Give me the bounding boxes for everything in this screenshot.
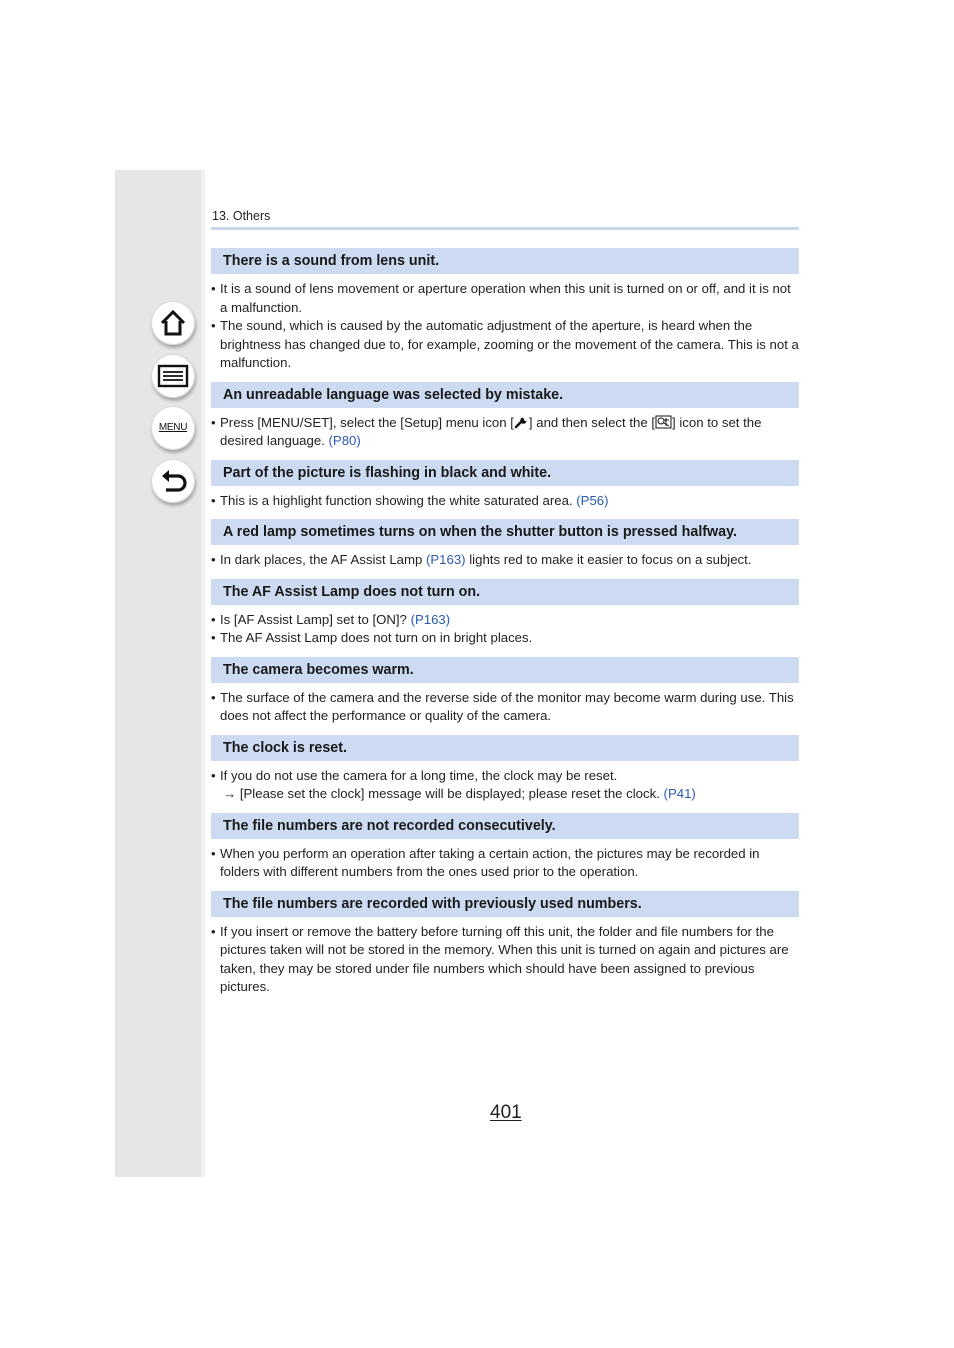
section-title: The file numbers are not recorded consecutively.: [211, 813, 799, 839]
list-item: • If you do not use the camera for a long time, the clock may be reset.: [211, 767, 618, 783]
section-file-numbers-reused: [211, 891, 799, 1006]
list-item: • This is a highlight function showing the white saturated area. (P56): [211, 492, 609, 508]
chapter-title: 13. Others: [212, 209, 271, 223]
section-title: An unreadable language was selected by mistake.: [211, 382, 799, 408]
section-body: [211, 761, 799, 813]
language-icon: [655, 415, 672, 429]
section-body: [211, 274, 799, 382]
section-camera-warm: [211, 657, 799, 735]
list-item: • The AF Assist Lamp does not turn on in bright places.: [211, 630, 533, 645]
section-body: [211, 839, 799, 891]
section-body: [211, 605, 799, 657]
page-reference-link[interactable]: (P163): [410, 611, 451, 627]
page-reference-link[interactable]: (P163): [425, 552, 466, 567]
section-title: The camera becomes warm.: [211, 657, 799, 683]
page-reference-link[interactable]: (P56): [576, 492, 609, 508]
section-body: [211, 408, 799, 460]
list-item: • The surface of the camera and the reverse side of the monitor may become warm during use. This does not affect the performance or quality of the camera.: [211, 689, 794, 723]
contents-button[interactable]: [151, 354, 195, 398]
wrench-icon: [514, 415, 529, 429]
back-arrow-icon: [158, 466, 188, 496]
list-item: • The sound, which is caused by the automatic adjustment of the aperture, is heard when the brightness has changed due to, for example, zooming or the movement of the camera. This is not a malfunction.: [211, 318, 799, 370]
page-reference-link[interactable]: (P41): [663, 786, 696, 801]
home-icon: [158, 308, 188, 338]
list-icon: [157, 363, 189, 389]
page-number: 401: [490, 1102, 522, 1123]
section-file-numbers-consecutive: [211, 813, 799, 891]
home-button[interactable]: [151, 301, 195, 345]
section-title: The AF Assist Lamp does not turn on.: [211, 579, 799, 605]
section-body: [211, 683, 799, 735]
list-sub-item: → [Please set the clock] message will be displayed; please reset the clock. (P41): [223, 786, 696, 801]
page-reference-link[interactable]: (P80): [328, 433, 361, 448]
troubleshooting-content: [211, 248, 799, 1006]
header-rule: [211, 227, 799, 230]
section-red-lamp: [211, 519, 799, 579]
section-title: The clock is reset.: [211, 735, 799, 761]
menu-label: MENU: [158, 422, 188, 433]
list-item: • When you perform an operation after taking a certain action, the pictures may be recorded in folders with different numbers from the ones used prior to the operation.: [211, 845, 760, 879]
list-item: • Press [MENU/SET], select the [Setup] menu icon [ ] and then select the [ ] icon to set the desired language. (P80): [211, 414, 762, 448]
section-title: The file numbers are recorded with previously used numbers.: [211, 891, 799, 917]
section-lens-sound: [211, 248, 799, 382]
section-language: [211, 382, 799, 460]
back-button[interactable]: [151, 459, 195, 503]
section-body: [211, 917, 799, 1006]
sidebar-edge: [201, 170, 205, 1177]
section-highlight: [211, 460, 799, 520]
list-item: • If you insert or remove the battery before turning off this unit, the folder and file numbers for the pictures taken will not be stored in the memory. When this unit is turned on again and pictures are taken, they may be stored under file numbers which should have been assigned to previous pictures.: [211, 923, 789, 994]
list-item: • It is a sound of lens movement or aperture operation when this unit is turned on or off, and it is not a malfunction.: [211, 281, 791, 315]
section-title: Part of the picture is flashing in black and white.: [211, 460, 799, 486]
section-body: [211, 486, 799, 520]
section-af-assist-lamp: [211, 579, 799, 657]
section-title: A red lamp sometimes turns on when the shutter button is pressed halfway.: [211, 519, 799, 545]
list-item: • In dark places, the AF Assist Lamp (P163) lights red to make it easier to focus on a subject.: [211, 552, 752, 567]
section-title: There is a sound from lens unit.: [211, 248, 799, 274]
section-body: [211, 545, 799, 579]
menu-button[interactable]: [151, 406, 195, 450]
section-clock-reset: [211, 735, 799, 813]
list-item: • Is [AF Assist Lamp] set to [ON]? (P163): [211, 611, 451, 627]
